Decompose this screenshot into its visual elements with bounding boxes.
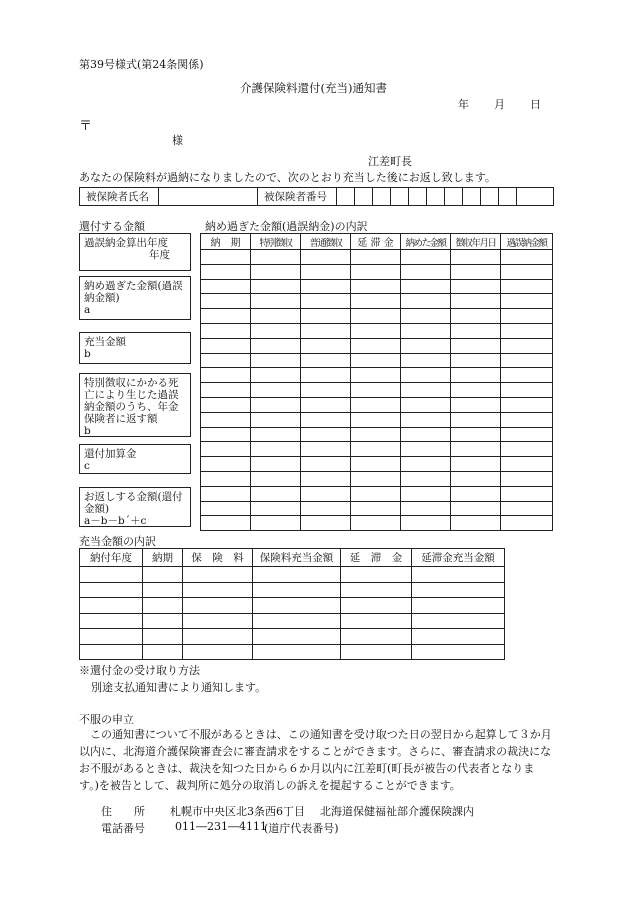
appropriation-amount-box[interactable] (79, 332, 191, 364)
table-cell[interactable] (412, 644, 505, 660)
table-cell[interactable] (183, 567, 253, 583)
table-cell[interactable] (451, 338, 501, 353)
appropriation-col-header: 納付年度 (80, 549, 143, 567)
overpay-row (201, 353, 553, 368)
table-cell[interactable] (253, 582, 341, 598)
table-cell[interactable] (251, 383, 301, 398)
overpay-header-row (201, 234, 553, 250)
table-cell[interactable] (501, 457, 553, 472)
table-cell[interactable] (412, 629, 505, 645)
appropriation-table (79, 548, 505, 660)
refund-item-sub: c (84, 460, 90, 472)
refund-item-label: 過誤納金算出年度 (84, 237, 168, 249)
table-cell[interactable] (301, 501, 351, 516)
refund-addition-box[interactable] (79, 444, 191, 474)
refund-item-label: お返しする金額(還付金額) (84, 491, 183, 515)
insured-number-digit[interactable] (337, 188, 355, 206)
insured-name-label: 被保険者氏名 (80, 188, 159, 206)
date-month-label: 月 (494, 98, 505, 111)
table-cell[interactable] (341, 644, 412, 660)
table-cell[interactable] (451, 250, 501, 265)
table-cell[interactable] (401, 250, 451, 265)
appropriation-row (80, 567, 505, 583)
table-cell[interactable] (143, 629, 183, 645)
appropriation-row (80, 582, 505, 598)
page-title: 介護保険料還付(充当)通知書 (240, 81, 387, 95)
table-cell[interactable] (351, 442, 401, 457)
overpay-col-header: 普通徴収 (301, 234, 351, 250)
overpay-col-header: 延 滞 金 (351, 234, 401, 250)
table-cell[interactable] (201, 294, 251, 309)
refund-item-sub: 年度 (149, 249, 170, 261)
table-cell[interactable] (201, 501, 251, 516)
table-cell[interactable] (201, 427, 251, 442)
table-cell[interactable] (301, 323, 351, 338)
appropriation-col-header: 保 険 料 (183, 549, 253, 567)
table-cell[interactable] (301, 457, 351, 472)
appropriation-header-row (80, 549, 505, 567)
table-cell[interactable] (253, 644, 341, 660)
table-cell[interactable] (451, 471, 501, 486)
refund-item-sub: b (84, 425, 91, 437)
table-cell[interactable] (401, 323, 451, 338)
table-cell[interactable] (201, 471, 251, 486)
table-cell[interactable] (451, 427, 501, 442)
table-cell[interactable] (251, 338, 301, 353)
insured-table (79, 187, 554, 206)
table-cell[interactable] (451, 353, 501, 368)
table-cell[interactable] (501, 353, 553, 368)
table-cell[interactable] (451, 486, 501, 501)
appropriation-section-title: 充当金額の内訳 (79, 535, 156, 548)
appeal-title: 不服の申立 (79, 713, 134, 726)
table-cell[interactable] (301, 250, 351, 265)
phone-number: 011―231―4111 (175, 820, 267, 833)
table-cell[interactable] (401, 397, 451, 412)
table-cell[interactable] (341, 598, 412, 614)
table-cell[interactable] (401, 264, 451, 279)
table-cell[interactable] (401, 427, 451, 442)
table-cell[interactable] (80, 567, 143, 583)
table-cell[interactable] (501, 309, 553, 324)
table-cell[interactable] (251, 516, 301, 531)
table-cell[interactable] (351, 412, 401, 427)
table-cell[interactable] (301, 486, 351, 501)
table-cell[interactable] (143, 644, 183, 660)
insured-number-digit[interactable] (427, 188, 445, 206)
table-cell[interactable] (251, 323, 301, 338)
insured-number-digit[interactable] (445, 188, 463, 206)
table-cell[interactable] (143, 598, 183, 614)
table-cell[interactable] (301, 442, 351, 457)
table-cell[interactable] (251, 442, 301, 457)
overpay-row (201, 501, 553, 516)
insured-number-digit[interactable] (499, 188, 517, 206)
table-cell[interactable] (351, 397, 401, 412)
table-cell[interactable] (201, 338, 251, 353)
table-cell[interactable] (451, 442, 501, 457)
overpay-table (200, 233, 553, 531)
table-cell[interactable] (201, 309, 251, 324)
table-cell[interactable] (301, 294, 351, 309)
table-cell[interactable] (501, 338, 553, 353)
table-cell[interactable] (201, 353, 251, 368)
table-cell[interactable] (80, 582, 143, 598)
table-cell[interactable] (401, 279, 451, 294)
table-cell[interactable] (201, 516, 251, 531)
table-cell[interactable] (201, 264, 251, 279)
overpay-row (201, 368, 553, 383)
table-cell[interactable] (351, 471, 401, 486)
table-cell[interactable] (253, 613, 341, 629)
table-cell[interactable] (351, 457, 401, 472)
overpay-row (201, 309, 553, 324)
table-cell[interactable] (351, 368, 401, 383)
table-cell[interactable] (501, 427, 553, 442)
return-amount-box[interactable] (79, 487, 191, 527)
table-cell[interactable] (451, 309, 501, 324)
table-cell[interactable] (351, 353, 401, 368)
table-cell[interactable] (501, 516, 553, 531)
table-cell[interactable] (251, 427, 301, 442)
table-cell[interactable] (451, 279, 501, 294)
overpay-row (201, 250, 553, 265)
overpay-col-header: 納 期 (201, 234, 251, 250)
table-cell[interactable] (412, 582, 505, 598)
table-cell[interactable] (251, 353, 301, 368)
phone-label: 電話番号 (101, 822, 145, 835)
table-cell[interactable] (401, 501, 451, 516)
table-cell[interactable] (301, 279, 351, 294)
address-label: 住 所 (101, 805, 145, 818)
table-cell[interactable] (301, 338, 351, 353)
appropriation-col-header: 納期 (143, 549, 183, 567)
table-cell[interactable] (251, 412, 301, 427)
table-cell[interactable] (201, 412, 251, 427)
phone-note: (道庁代表番号) (264, 822, 339, 835)
overpay-row (201, 264, 553, 279)
table-cell[interactable] (401, 309, 451, 324)
table-cell[interactable] (201, 368, 251, 383)
table-cell[interactable] (251, 264, 301, 279)
table-cell[interactable] (251, 471, 301, 486)
table-cell[interactable] (401, 338, 451, 353)
insured-number-digit[interactable] (373, 188, 391, 206)
refund-method-title: ※還付金の受け取り方法 (79, 664, 200, 677)
table-cell[interactable] (301, 353, 351, 368)
table-cell[interactable] (401, 442, 451, 457)
table-cell[interactable] (501, 279, 553, 294)
table-cell[interactable] (143, 613, 183, 629)
table-cell[interactable] (412, 598, 505, 614)
insured-number-digit[interactable] (391, 188, 409, 206)
insured-name-field[interactable] (159, 188, 258, 206)
table-cell[interactable] (501, 501, 553, 516)
table-cell[interactable] (412, 567, 505, 583)
table-cell[interactable] (401, 368, 451, 383)
table-cell[interactable] (501, 471, 553, 486)
overpay-row (201, 323, 553, 338)
overpay-row (201, 279, 553, 294)
table-cell[interactable] (451, 294, 501, 309)
date-day-label: 日 (530, 98, 541, 111)
table-cell[interactable] (451, 412, 501, 427)
overpay-row (201, 294, 553, 309)
table-cell[interactable] (341, 629, 412, 645)
appropriation-col-header: 保険料充当金額 (253, 549, 341, 567)
table-cell[interactable] (301, 368, 351, 383)
table-cell[interactable] (201, 457, 251, 472)
table-cell[interactable] (251, 309, 301, 324)
table-cell[interactable] (183, 613, 253, 629)
table-cell[interactable] (351, 383, 401, 398)
table-cell[interactable] (251, 279, 301, 294)
pension-return-box[interactable] (79, 373, 191, 437)
table-cell[interactable] (401, 412, 451, 427)
table-cell[interactable] (251, 457, 301, 472)
table-cell[interactable] (401, 471, 451, 486)
table-cell[interactable] (301, 264, 351, 279)
table-cell[interactable] (451, 457, 501, 472)
appropriation-row (80, 613, 505, 629)
table-cell[interactable] (351, 338, 401, 353)
table-cell[interactable] (301, 309, 351, 324)
appeal-text: この通知書について不服があるときは、この通知書を受け取つた日の翌日から起算して３か月以内に、北海道介護保険審査会に審査請求をすることができます。さらに、審査請求の裁決になお不服があるときは、裁決を知つた日から６か月以内に江差町(町長が被告の代表者となります。)を被告として、裁判所に処分の取消しの訴えを提起することができます。 (79, 728, 552, 792)
overpay-row (201, 397, 553, 412)
overpay-col-header: 特別徴収 (251, 234, 301, 250)
table-cell[interactable] (351, 427, 401, 442)
table-cell[interactable] (301, 383, 351, 398)
insured-row (80, 188, 554, 206)
table-cell[interactable] (251, 250, 301, 265)
table-cell[interactable] (501, 250, 553, 265)
refund-item-label: 特別徴収にかかる死亡により生じた過誤納金額のうち、年金保険者に返す額 (84, 377, 179, 425)
overpay-row (201, 471, 553, 486)
table-cell[interactable] (341, 613, 412, 629)
appropriation-col-header: 延滞金充当金額 (412, 549, 505, 567)
appropriation-row (80, 644, 505, 660)
table-cell[interactable] (501, 323, 553, 338)
refund-year-box[interactable] (79, 233, 191, 271)
table-cell[interactable] (351, 250, 401, 265)
addressee-suffix: 様 (172, 134, 183, 147)
address-value: 札幌市中央区北3条西6丁目 (170, 805, 305, 818)
overpay-row (201, 442, 553, 457)
table-cell[interactable] (341, 582, 412, 598)
insured-number-digit[interactable] (481, 188, 499, 206)
appropriation-row (80, 598, 505, 614)
insured-number-digit[interactable] (463, 188, 481, 206)
table-cell[interactable] (201, 442, 251, 457)
table-cell[interactable] (80, 598, 143, 614)
refund-section-title: 還付する金額 (79, 220, 145, 233)
table-cell[interactable] (451, 323, 501, 338)
table-cell[interactable] (183, 644, 253, 660)
appropriation-row (80, 629, 505, 645)
table-cell[interactable] (301, 412, 351, 427)
date-year-label: 年 (458, 98, 469, 111)
table-cell[interactable] (80, 629, 143, 645)
overpay-row (201, 427, 553, 442)
table-cell[interactable] (501, 383, 553, 398)
table-cell[interactable] (351, 486, 401, 501)
overpay-section-title: 納め過ぎた金額(過誤納金)の内訳 (205, 220, 368, 233)
office-name: 北海道保健福祉部介護保険課内 (320, 805, 474, 818)
table-cell[interactable] (183, 582, 253, 598)
overpay-col-header: 過誤納金額 (501, 234, 553, 250)
table-cell[interactable] (351, 279, 401, 294)
overpay-row (201, 457, 553, 472)
form-number: 第39号様式(第24条関係) (79, 58, 204, 71)
overpay-row (201, 412, 553, 427)
table-cell[interactable] (351, 501, 401, 516)
table-cell[interactable] (412, 613, 505, 629)
refund-item-label: 納め過ぎた金額(過誤納金額) (84, 280, 183, 304)
table-cell[interactable] (351, 516, 401, 531)
table-cell[interactable] (80, 644, 143, 660)
overpay-row (201, 486, 553, 501)
refund-item-label: 充当金額 (84, 336, 126, 348)
table-cell[interactable] (501, 264, 553, 279)
table-cell[interactable] (451, 264, 501, 279)
table-cell[interactable] (501, 412, 553, 427)
table-cell[interactable] (341, 567, 412, 583)
table-cell[interactable] (251, 368, 301, 383)
table-cell[interactable] (351, 294, 401, 309)
table-cell[interactable] (401, 383, 451, 398)
table-cell[interactable] (401, 516, 451, 531)
table-cell[interactable] (401, 457, 451, 472)
table-cell[interactable] (253, 598, 341, 614)
insured-number-digit[interactable] (355, 188, 373, 206)
table-cell[interactable] (251, 294, 301, 309)
overpay-col-header: 納めた金額 (401, 234, 451, 250)
table-cell[interactable] (201, 383, 251, 398)
table-cell[interactable] (253, 629, 341, 645)
table-cell[interactable] (183, 598, 253, 614)
table-cell[interactable] (201, 279, 251, 294)
table-cell[interactable] (501, 294, 553, 309)
refund-item-label: 還付加算金 (84, 448, 137, 460)
insured-number-digit[interactable] (409, 188, 427, 206)
table-cell[interactable] (251, 486, 301, 501)
table-cell[interactable] (201, 397, 251, 412)
table-cell[interactable] (301, 516, 351, 531)
table-cell[interactable] (451, 501, 501, 516)
overpay-row (201, 383, 553, 398)
table-cell[interactable] (183, 629, 253, 645)
table-cell[interactable] (143, 582, 183, 598)
table-cell[interactable] (301, 397, 351, 412)
table-cell[interactable] (451, 516, 501, 531)
table-cell[interactable] (451, 368, 501, 383)
postal-mark: 〒 (79, 119, 93, 134)
table-cell[interactable] (251, 501, 301, 516)
table-cell[interactable] (451, 383, 501, 398)
intro-text: あなたの保険料が過納になりましたので、次のとおり充当した後にお返し致します。 (79, 171, 496, 184)
table-cell[interactable] (201, 250, 251, 265)
refund-method-text: 別途支払通知書により通知します。 (91, 681, 267, 694)
table-cell[interactable] (301, 471, 351, 486)
table-cell[interactable] (143, 567, 183, 583)
appropriation-col-header: 延 滞 金 (341, 549, 412, 567)
insured-number-label: 被保険者番号 (258, 188, 337, 206)
table-cell[interactable] (501, 486, 553, 501)
table-cell[interactable] (201, 323, 251, 338)
table-cell[interactable] (80, 613, 143, 629)
overpay-col-header: 徴収年月日 (451, 234, 501, 250)
insured-number-digit[interactable] (517, 188, 554, 206)
overpay-row (201, 516, 553, 531)
table-cell[interactable] (401, 294, 451, 309)
overpaid-amount-box[interactable] (79, 276, 191, 320)
refund-item-sub: a－b－b´＋c (84, 515, 147, 527)
overpay-row (201, 338, 553, 353)
table-cell[interactable] (351, 264, 401, 279)
table-cell[interactable] (201, 486, 251, 501)
table-cell[interactable] (401, 486, 451, 501)
table-cell[interactable] (451, 397, 501, 412)
table-cell[interactable] (351, 323, 401, 338)
table-cell[interactable] (401, 353, 451, 368)
table-cell[interactable] (501, 368, 553, 383)
table-cell[interactable] (251, 397, 301, 412)
issuer-name: 江差町長 (368, 155, 412, 168)
table-cell[interactable] (253, 567, 341, 583)
refund-item-sub: b (84, 348, 91, 360)
table-cell[interactable] (501, 442, 553, 457)
table-cell[interactable] (351, 309, 401, 324)
table-cell[interactable] (301, 427, 351, 442)
refund-item-sub: a (84, 304, 91, 316)
table-cell[interactable] (501, 397, 553, 412)
